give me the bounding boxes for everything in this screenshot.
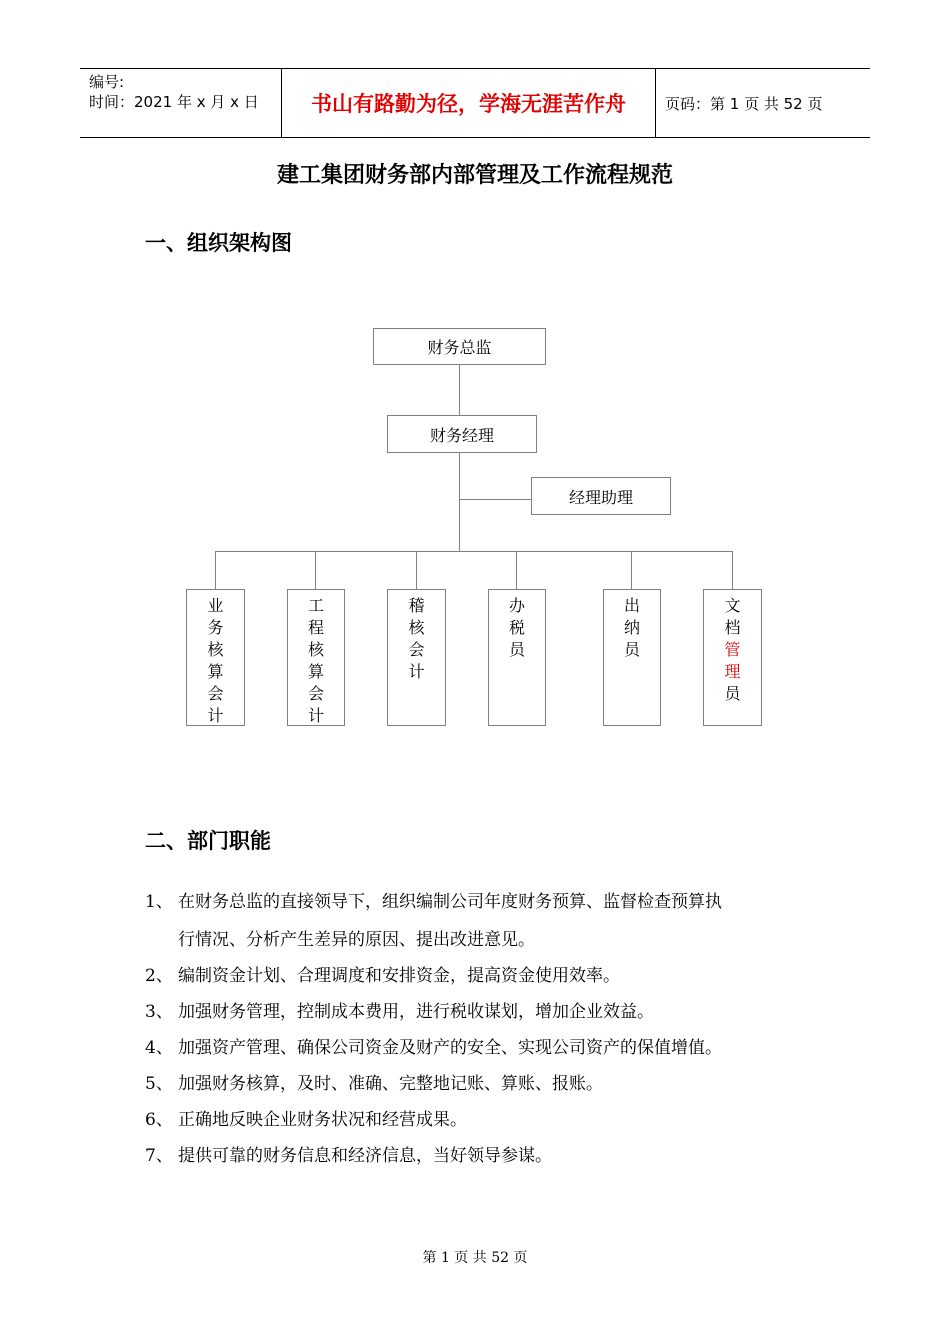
header-meta: [80, 69, 281, 137]
staff-char: 务: [207, 618, 224, 637]
duty-item: 3、 加强财务管理，控制成本费用，进行税收谋划，增加企业效益。: [145, 1002, 654, 1022]
org-node-assistant: 经理助理: [531, 477, 671, 515]
section-1-title: 一、组织架构图: [145, 231, 292, 255]
page-header: [80, 68, 870, 138]
duty-item: 6、 正确地反映企业财务状况和经营成果。: [145, 1110, 467, 1130]
connector-line: [516, 551, 517, 589]
staff-char: 理: [724, 662, 741, 681]
staff-char: 业: [207, 596, 224, 615]
header-motto: 书山有路勤为径，学海无涯苦作舟: [281, 69, 656, 137]
staff-char: 核: [207, 640, 224, 659]
page-footer: 第 1 页 共 52 页: [422, 1250, 528, 1266]
staff-char: 计: [408, 662, 425, 681]
connector-line: [215, 551, 216, 589]
staff-char: 档: [724, 618, 741, 637]
connector-line: [315, 551, 316, 589]
staff-char: 文: [724, 596, 741, 615]
staff-char: 算: [207, 662, 224, 681]
org-node-staff: [703, 589, 762, 726]
staff-char: 工: [307, 596, 324, 615]
org-node-staff: [488, 589, 546, 726]
staff-char: 办: [508, 596, 525, 615]
staff-char: 计: [307, 706, 324, 725]
org-node-staff: [186, 589, 245, 726]
staff-char: 会: [207, 684, 224, 703]
duty-item: 4、 加强资产管理、确保公司资金及财产的安全、实现公司资产的保值增值。: [145, 1038, 722, 1058]
org-node-director: 财务总监: [373, 328, 546, 365]
section-2-title: 二、部门职能: [145, 829, 271, 853]
duty-item: 7、 提供可靠的财务信息和经济信息，当好领导参谋。: [145, 1146, 552, 1166]
connector-line: [459, 499, 532, 500]
duty-item: 1、 在财务总监的直接领导下，组织编制公司年度财务预算、监督检查预算执: [145, 892, 722, 912]
connector-line: [631, 551, 632, 589]
duty-item-continuation: 行情况、分析产生差异的原因、提出改进意见。: [178, 930, 535, 950]
org-node-staff: [387, 589, 446, 726]
staff-char: 员: [623, 640, 640, 659]
org-node-staff: [287, 589, 345, 726]
staff-char: 员: [508, 640, 525, 659]
staff-char: 会: [307, 684, 324, 703]
staff-char: 出: [623, 596, 640, 615]
staff-char: 核: [307, 640, 324, 659]
header-page-info: 页码：第 1 页 共 52 页: [665, 94, 823, 113]
duty-item: 5、 加强财务核算，及时、准确、完整地记账、算账、报账。: [145, 1074, 603, 1094]
document-title: 建工集团财务部内部管理及工作流程规范: [276, 163, 673, 188]
staff-char: 计: [207, 706, 224, 725]
connector-line: [416, 551, 417, 589]
staff-char: 算: [307, 662, 324, 681]
staff-char: 稽: [408, 596, 425, 615]
staff-char: 管: [724, 640, 741, 659]
staff-char: 会: [408, 640, 425, 659]
staff-char: 程: [307, 618, 324, 637]
connector-line: [215, 551, 733, 552]
duty-item: 2、 编制资金计划、合理调度和安排资金，提高资金使用效率。: [145, 966, 620, 986]
staff-char: 员: [724, 684, 741, 703]
number-label: 编号:: [89, 73, 125, 91]
date-label: 时间：2021 年 x 月 x 日: [89, 93, 259, 111]
org-node-manager: 财务经理: [387, 415, 537, 453]
connector-line: [459, 364, 460, 416]
connector-line: [732, 551, 733, 589]
org-node-staff: [603, 589, 661, 726]
staff-char: 税: [508, 618, 525, 637]
staff-char: 纳: [623, 618, 640, 637]
connector-line: [459, 452, 460, 551]
staff-char: 核: [408, 618, 425, 637]
